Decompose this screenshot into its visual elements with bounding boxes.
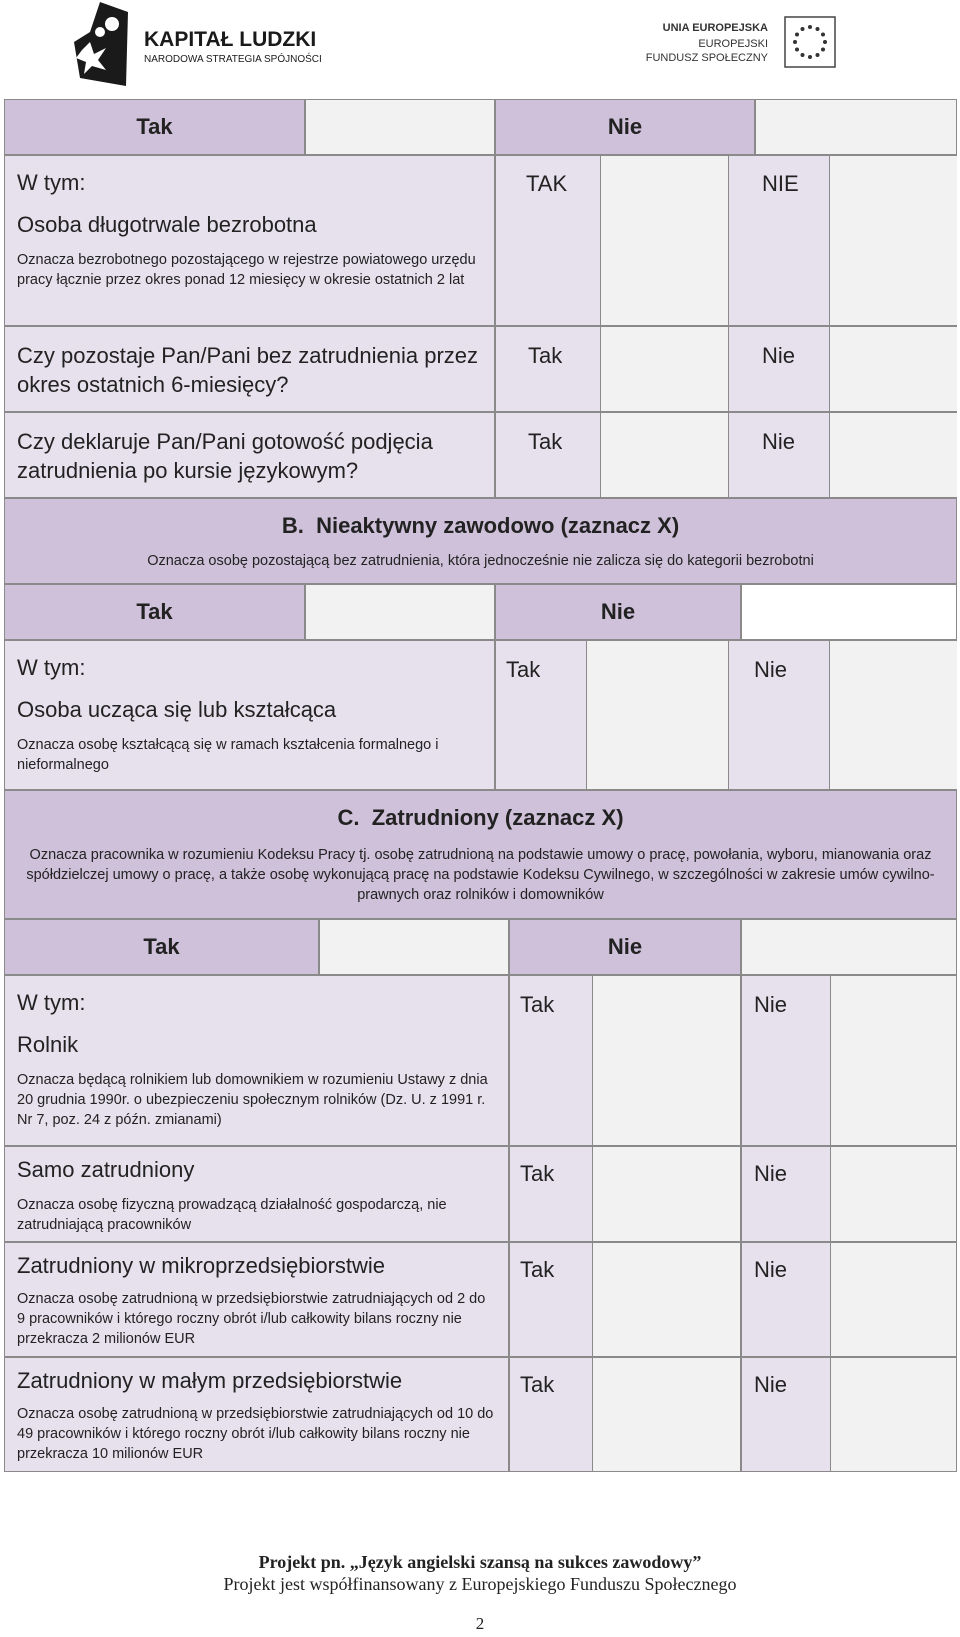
eu-logo [636, 16, 856, 72]
q2-yes-checkbox[interactable] [600, 413, 728, 497]
yes-label: Tak [528, 343, 563, 368]
long-unemployed-desc: Oznacza bezrobotnego pozostającego w rejestrze powiatowego urzędu pracy łącznie przez okres ponad 12 miesięcy w okresie ostatnich 2 lat [17, 252, 476, 288]
micro-yes-cell [509, 1242, 741, 1357]
yes-label: Tak [506, 657, 541, 682]
student-yes-checkbox[interactable] [586, 641, 728, 789]
micro-yes-checkbox[interactable] [592, 1243, 740, 1356]
q1-yes-cell [495, 326, 728, 412]
no-label: Nie [607, 934, 643, 959]
long-unemployed-yes-cell [495, 155, 728, 326]
section-label: B. [281, 513, 304, 538]
section-c-yes-header [4, 919, 319, 975]
micro-desc: Oznacza osobę zatrudnioną w przedsiębiorstwie zatrudniających od 2 do 9 pracowników i którego roczny obrót i/lub całkowity bilans roczny nie przekracza 2 milionów EUR [17, 1291, 486, 1347]
student-desc: Oznacza osobę kształcącą się w ramach kształcenia formalnego i nieformalnego [17, 737, 439, 773]
long-unemployed-question [4, 155, 495, 326]
long-unemployed-yes-checkbox[interactable] [600, 156, 728, 325]
self-employed-yes-checkbox[interactable] [592, 1147, 740, 1241]
no-label: Nie [754, 992, 788, 1017]
long-unemployed-no-cell [728, 155, 957, 326]
q2-yes-cell [495, 412, 728, 498]
eu-line3: FUNDUSZ SPOŁECZNY [645, 52, 768, 64]
section-b-header [4, 498, 957, 584]
section-c-title [5, 805, 956, 831]
student-no-checkbox[interactable] [829, 641, 957, 789]
self-employed-question [4, 1146, 509, 1242]
no-label: NIE [762, 171, 799, 196]
eu-line1: UNIA EUROPEJSKA [662, 22, 768, 34]
section-b-no-checkbox[interactable] [741, 584, 957, 640]
farmer-desc: Oznacza będącą rolnikiem lub domownikiem w rozumieniu Ustawy z dnia 20 grudnia 1990r. o ubezpieczeniu społecznym rolników (Dz. U. z 1991 r. Nr 7, poz. 24 z późn. zmianami) [17, 1072, 488, 1128]
micro-enterprise-question [4, 1242, 509, 1357]
self-employed-desc: Oznacza osobę fizyczną prowadzącą działalność gospodarczą, nie zatrudniającą pracowników [17, 1197, 447, 1233]
small-no-checkbox[interactable] [830, 1358, 956, 1471]
yes-label: Tak [520, 1161, 555, 1186]
logo-subtitle: NARODOWA STRATEGIA SPÓJNOŚCI [144, 54, 322, 65]
page-number: 2 [475, 1614, 485, 1633]
question-6-months [4, 326, 495, 412]
yes-label: Tak [520, 1372, 555, 1397]
section-c-yes-checkbox[interactable] [319, 919, 509, 975]
section-c-no-checkbox[interactable] [741, 919, 957, 975]
section-c-header [4, 790, 957, 919]
self-employed-yes-cell [509, 1146, 741, 1242]
no-label: Nie [762, 343, 796, 368]
micro-no-checkbox[interactable] [830, 1243, 956, 1356]
q1-yes-checkbox[interactable] [600, 327, 728, 411]
in-that-label: W tym: [17, 655, 86, 680]
small-title: Zatrudniony w małym przedsiębiorstwie [17, 1368, 403, 1393]
long-unemployed-title: Osoba długotrwale bezrobotna [17, 212, 317, 237]
student-no-cell [728, 640, 957, 790]
section-label: C. [337, 805, 360, 830]
small-enterprise-question [4, 1357, 509, 1472]
farmer-no-checkbox[interactable] [830, 976, 956, 1145]
question-text: Czy pozostaje Pan/Pani bez zatrudnienia przez okres ostatnich 6-miesięcy? [17, 343, 479, 397]
yes-label: Tak [136, 114, 173, 139]
yes-label: Tak [143, 934, 180, 959]
question-text: Czy deklaruje Pan/Pani gotowość podjęcia zatrudnienia po kursie językowym? [17, 429, 433, 483]
in-that-label: W tym: [17, 990, 86, 1015]
eu-line2: EUROPEJSKI [698, 38, 768, 50]
section-a-no-checkbox[interactable] [755, 99, 957, 155]
farmer-yes-checkbox[interactable] [592, 976, 740, 1145]
farmer-title: Rolnik [17, 1032, 79, 1057]
section-title: Nieaktywny zawodowo (zaznacz X) [316, 513, 680, 538]
no-label: Nie [754, 1257, 788, 1282]
micro-no-cell [741, 1242, 957, 1357]
q1-no-cell [728, 326, 957, 412]
section-b-yes-header [4, 584, 305, 640]
student-question [4, 640, 495, 790]
no-label: Nie [600, 599, 636, 624]
no-label: Nie [607, 114, 643, 139]
section-b-no-header [495, 584, 741, 640]
footer-project-name: Projekt pn. „Język angielski szansą na sukces zawodowy” [258, 1552, 702, 1572]
section-b-yes-checkbox[interactable] [305, 584, 495, 640]
no-label: Nie [762, 429, 796, 454]
q2-no-checkbox[interactable] [829, 413, 957, 497]
eu-flag-icon [784, 16, 836, 68]
kapital-ludzki-emblem-icon [72, 2, 132, 86]
q1-no-checkbox[interactable] [829, 327, 957, 411]
self-employed-no-checkbox[interactable] [830, 1147, 956, 1241]
small-yes-checkbox[interactable] [592, 1358, 740, 1471]
yes-label: Tak [520, 992, 555, 1017]
no-label: Nie [754, 1161, 788, 1186]
section-title: Zatrudniony (zaznacz X) [371, 805, 624, 830]
yes-label: Tak [136, 599, 173, 624]
small-no-cell [741, 1357, 957, 1472]
yes-label: TAK [526, 171, 568, 196]
footer-cofinancing: Projekt jest współfinansowany z Europejskiego Funduszu Społecznego [223, 1574, 737, 1594]
logo-title: KAPITAŁ LUDZKI [144, 28, 317, 51]
section-b-desc: Oznacza osobę pozostającą bez zatrudnienia, która jednocześnie nie zalicza się do kategorii bezrobotni [147, 553, 814, 569]
farmer-question [4, 975, 509, 1146]
small-yes-cell [509, 1357, 741, 1472]
student-title: Osoba ucząca się lub kształcąca [17, 697, 337, 722]
section-a-no-header [495, 99, 755, 155]
self-employed-no-cell [741, 1146, 957, 1242]
farmer-no-cell [741, 975, 957, 1146]
kapital-ludzki-logo [72, 2, 332, 86]
farmer-yes-cell [509, 975, 741, 1146]
long-unemployed-no-checkbox[interactable] [829, 156, 957, 325]
section-c-desc: Oznacza pracownika w rozumieniu Kodeksu Pracy tj. osobę zatrudnioną na podstawie umowy o pracę, powołania, wyboru, mianowania oraz spółdzielczej umowy o pracę, a także osobę wykonującą pracę na podstawie Kodeksu Cywilnego, w szczególności w zakresie umów cywilno-prawnych oraz rolników i domowników [26, 847, 935, 903]
section-c-no-header [509, 919, 741, 975]
micro-title: Zatrudniony w mikroprzedsiębiorstwie [17, 1253, 386, 1278]
yes-label: Tak [520, 1257, 555, 1282]
no-label: Nie [754, 657, 788, 682]
section-a-yes-checkbox[interactable] [305, 99, 495, 155]
q2-no-cell [728, 412, 957, 498]
student-yes-cell [495, 640, 728, 790]
in-that-label: W tym: [17, 170, 86, 195]
section-b-title [5, 513, 956, 539]
no-label: Nie [754, 1372, 788, 1397]
section-a-yes-header [4, 99, 305, 155]
small-desc: Oznacza osobę zatrudnioną w przedsiębiorstwie zatrudniających od 10 do 49 pracowników i którego roczny obrót i/lub całkowity bilans roczny nie przekracza 10 milionów EUR [17, 1406, 494, 1462]
question-readiness [4, 412, 495, 498]
self-employed-title: Samo zatrudniony [17, 1157, 195, 1182]
yes-label: Tak [528, 429, 563, 454]
